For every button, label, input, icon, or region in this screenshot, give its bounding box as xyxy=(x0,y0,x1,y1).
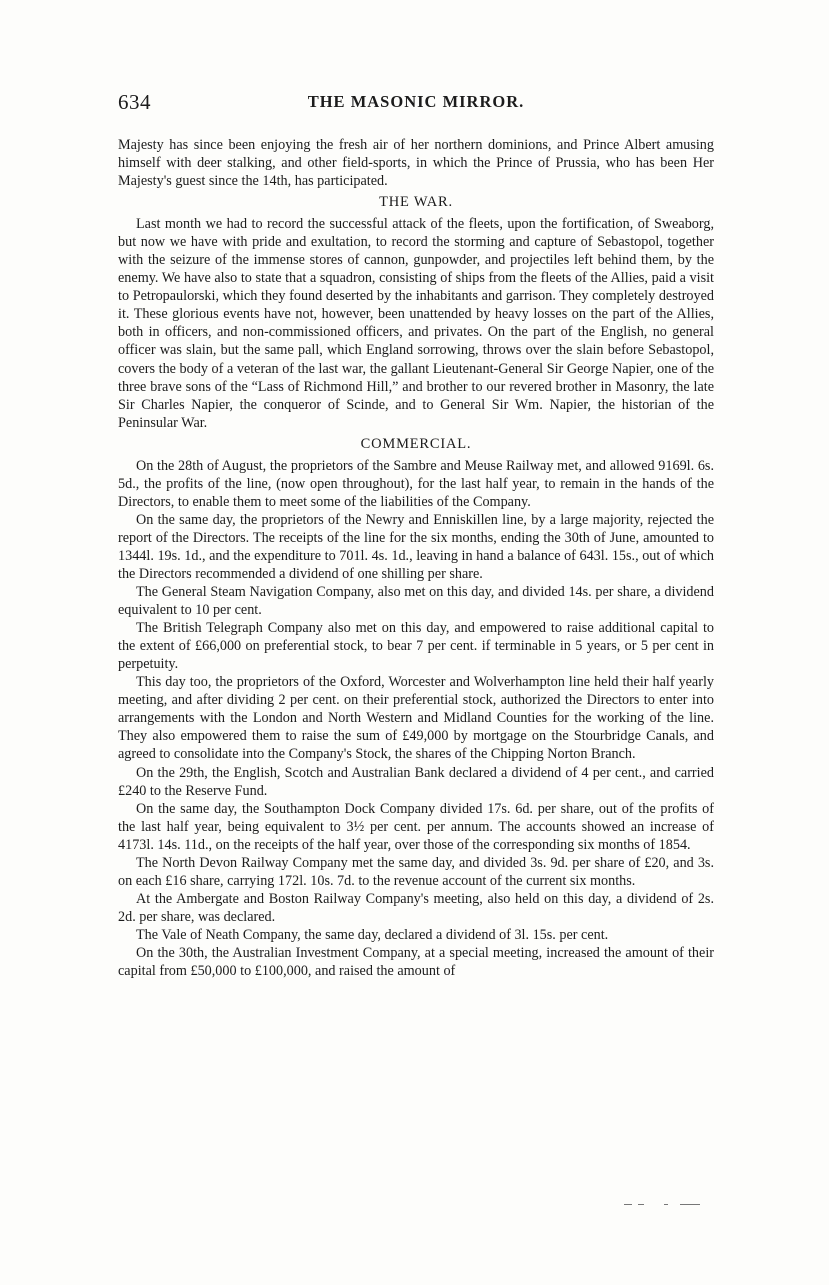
commercial-paragraph: The General Steam Navigation Company, also met on this day, and divided 14s. per share, a dividend equivalent to 10 per cent. xyxy=(118,584,714,619)
commercial-paragraph: On the 29th, the English, Scotch and Australian Bank declared a dividend of 4 per cent., and carried £240 to the Reserve Fund. xyxy=(118,764,714,799)
commercial-paragraph: The British Telegraph Company also met on this day, and empowered to raise additional capital to the extent of £66,000 on preferential stock, to bear 7 per cent. if terminable in 5 years, or 5 per cent in perpetuity. xyxy=(118,620,714,673)
opening-paragraph: Majesty has since been enjoying the fresh air of her northern dominions, and Prince Albert amusing himself with deer stalking, and other field-sports, in which the Prince of Prussia, who has been Her Majesty's guest since the 14th, has participated. xyxy=(118,137,714,190)
commercial-paragraph: On the same day, the proprietors of the Newry and Enniskillen line, by a large majority, rejected the report of the Directors. The receipts of the line for the six months, ending the 30th of June, amounted to 1344l. 19s. 1d., and the expenditure to 701l. 4s. 1d., leaving in hand a balance of 643l. 15s., out of which the Directors recommended a dividend of one shilling per share. xyxy=(118,511,714,582)
commercial-paragraph: This day too, the proprietors of the Oxford, Worcester and Wolverhampton line held their half yearly meeting, and after dividing 2 per cent. on their preferential stock, authorized the Directors to enter into arrangements with the London and North Western and Midland Counties for the working of the line. They also empowered them to raise the sum of £49,000 by mortgage on the Stourbridge Canals, and agreed to consolidate into the Company's Stock, the shares of the Chipping Norton Branch. xyxy=(118,674,714,763)
commercial-paragraph: At the Ambergate and Boston Railway Company's meeting, also held on this day, a dividend of 2s. 2d. per share, was declared. xyxy=(118,890,714,925)
commercial-paragraph: On the same day, the Southampton Dock Company divided 17s. 6d. per share, out of the profits of the last half year, being equivalent to 3½ per cent. per annum. The accounts showed an increase of 4173l. 14s. 11d., on the receipts of the half year, over those of the corresponding six months of 1854. xyxy=(118,800,714,853)
commercial-paragraph: On the 28th of August, the proprietors of the Sambre and Meuse Railway met, and allowed 9169l. 6s. 5d., the profits of the line, (now open throughout), for the last half year, to remain in the hands of the Directors, to enable them to meet some of the liabilities of the Company. xyxy=(118,457,714,510)
commercial-paragraph: The Vale of Neath Company, the same day, declared a dividend of 3l. 15s. per cent. xyxy=(136,926,609,943)
section-heading-the-war: THE WAR. xyxy=(379,194,453,211)
commercial-paragraph: On the 30th, the Australian Investment Company, at a special meeting, increased the amount of their capital from £50,000 to £100,000, and raised the amount of xyxy=(118,944,714,980)
commercial-paragraph: The North Devon Railway Company met the same day, and divided 3s. 9d. per share of £20, and 3s. on each £16 share, carrying 172l. 10s. 7d. to the revenue account of the current six months. xyxy=(118,854,714,889)
war-paragraph: Last month we had to record the successful attack of the fleets, upon the fortification, of Sweaborg, but now we have with pride and exultation, to record the storming and capture of Sebastopol, together with the seizure of the immense stores of cannon, gunpowder, and projectiles left behind them, by the enemy. We have also to state that a squadron, consisting of ships from the fleets of the Allies, paid a visit to Petropaulorski, which they found deserted by the inhabitants and garrison. They completely destroyed it. These glorious events have not, however, been unattended by heavy losses on the part of the Allies, both in officers, and non-commissioned officers, and privates. On the part of the English, no general officer was slain, but the same pall, which England sorrowing, throws over the slain before Sebastopol, covers the body of a veteran of the last war, the gallant Lieutenant-General Sir George Napier, one of the three brave sons of the “Lass of Richmond Hill,” and brother to our revered brother in Masonry, the late Sir Charles Napier, the conqueror of Scinde, and to General Sir Wm. Napier, the historian of the Peninsular War. xyxy=(118,216,714,431)
printers-mark xyxy=(624,1204,714,1208)
section-heading-commercial: COMMERCIAL. xyxy=(360,435,472,452)
running-head xyxy=(118,90,714,120)
journal-title: THE MASONIC MIRROR. xyxy=(307,92,525,111)
page-body xyxy=(118,136,714,980)
page-number: 634 xyxy=(118,90,151,114)
